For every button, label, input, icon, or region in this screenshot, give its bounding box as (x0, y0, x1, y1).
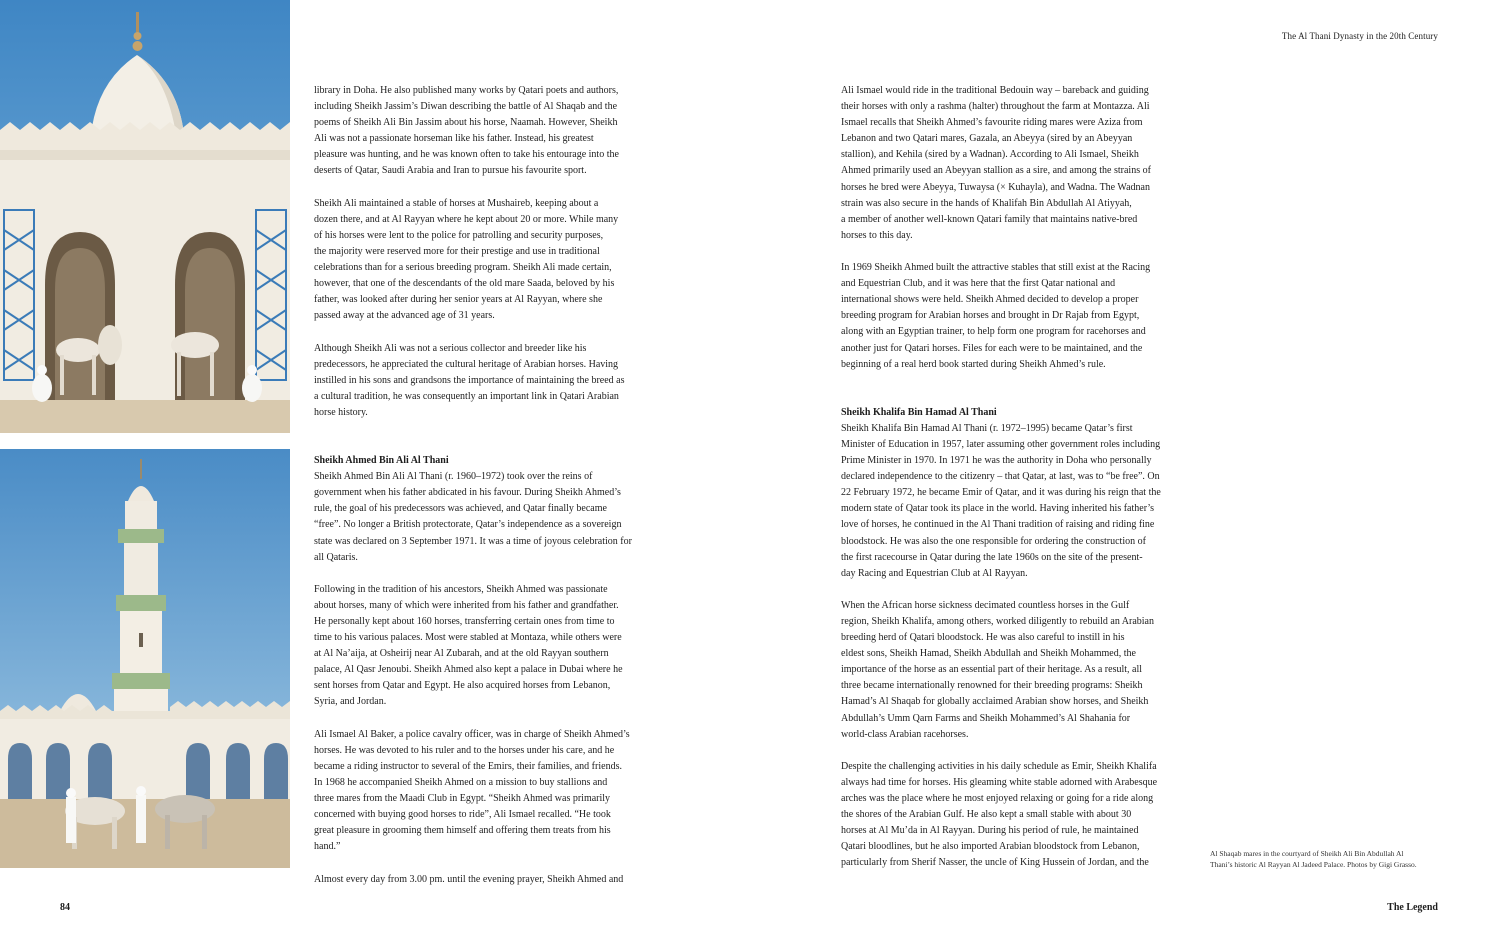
text-line: poems of Sheikh Ali Bin Jassim about his horse, Naamah. However, Sheikh (314, 117, 618, 129)
text-line: Ali Ismael would ride in the traditional Bedouin way – bareback and guiding (841, 85, 1149, 96)
text-line: declared independence to the citizenry – that Qatar, at last, was to “be free”. On (841, 471, 1160, 483)
text-line: hand.” (314, 841, 341, 853)
text-line: eldest sons, Sheikh Hamad, Sheikh Abdullah and Sheikh Mohammed, the (841, 648, 1136, 660)
caption-line: Al Shaqab mares in the courtyard of Sheikh Ali Bin Abdullah Al (1210, 849, 1404, 858)
text-line: passed away at the advanced age of 31 years. (314, 310, 495, 322)
left-paragraph-2 (314, 196, 660, 325)
section-heading-sheikh-khalifa: Sheikh Khalifa Bin Hamad Al Thani (841, 406, 997, 418)
text-line: stallion), and Kehila (sired by a Wadnan). According to Ali Ismael, Sheikh (841, 149, 1139, 161)
text-line: When the African horse sickness decimated countless horses in the Gulf (841, 599, 1130, 611)
text-line: three mares from the Maadi Club in Egypt. “Sheikh Ahmed was primarily (314, 793, 611, 805)
text-line: horse history. (314, 406, 368, 418)
text-line: Despite the challenging activities in his daily schedule as Emir, Sheikh Khalifa (841, 760, 1157, 772)
text-line: deserts of Qatar, Saudi Arabia and Iran to pursue his favourite sport. (314, 165, 587, 177)
text-line: Ismael recalls that Sheikh Ahmed’s favourite riding mares were Aziza from (841, 117, 1143, 129)
text-line: Almost every day from 3.00 pm. until the evening prayer, Sheikh Ahmed and (314, 873, 624, 885)
text-line: 22 February 1972, he became Emir of Qatar, and it was during his reign that the (841, 487, 1161, 499)
photo-arched-stable (0, 0, 290, 433)
text-line: love of horses, he continued in the Al Thani tradition of raising and riding fine (841, 519, 1155, 531)
text-line: importance of the horse as an essential part of their heritage. As a result, all (841, 664, 1143, 676)
text-line: Lebanon and two Qatari mares, Gazala, an Abeyya (sired by an Abeyyan (841, 133, 1133, 145)
text-line: Sheikh Ali maintained a stable of horses at Mushaireb, keeping about a (314, 197, 599, 209)
right-text-column (841, 83, 1189, 888)
text-line: Although Sheikh Ali was not a serious collector and breeder like his (314, 342, 587, 354)
text-line: great pleasure in grooming them himself and offering them treats from his (314, 825, 611, 837)
text-line: became a riding instructor to several of the Emirs, their families, and friends. (314, 760, 622, 772)
text-line: Sheikh Khalifa Bin Hamad Al Thani (r. 1972–1995) became Qatar’s first (841, 422, 1133, 434)
caption-line: Thani’s historic Al Rayyan Al Jadeed Palace. Photos by Gigi Grasso. (1210, 859, 1417, 869)
text-line: horses. He was devoted to his ruler and to the horses under his care, and he (314, 744, 615, 756)
text-line: the majority were reserved more for their prestige and use in traditional (314, 245, 600, 257)
text-line: international shows were held. Sheikh Ahmed decided to develop a proper (841, 294, 1139, 306)
text-line: rule, the goal of his predecessors was achieved, and Qatar finally became (314, 503, 607, 515)
text-line: Prime Minister in 1970. In 1971 he was the authority in Doha who personally (841, 455, 1152, 467)
text-line: Following in the tradition of his ancestors, Sheikh Ahmed was passionate (314, 583, 608, 595)
left-paragraph-7 (314, 872, 660, 888)
text-line: Sheikh Ahmed Bin Ali Al Thani (r. 1960–1972) took over the reins of (314, 471, 593, 483)
text-line: Qatari bloodlines, but he also imported Arabian bloodstock from Lebanon, (841, 841, 1140, 853)
text-line: dozen there, and at Al Rayyan where he kept about 20 or more. While many (314, 213, 619, 225)
left-paragraph-3 (314, 341, 660, 421)
text-line: and Equestrian Club, and it was here that the first Qatar national and (841, 278, 1116, 290)
text-line: pleasure was hunting, and he was known often to take his entourage into the (314, 149, 619, 161)
text-line: In 1969 Sheikh Ahmed built the attractive stables that still exist at the Racing (841, 262, 1151, 274)
minaret-illustration (0, 449, 290, 868)
right-paragraph-3 (841, 421, 1189, 582)
text-line: Ali was not a passionate horseman like his father. Instead, his greatest (314, 133, 594, 145)
text-line: Hamad’s Al Shaqab for globally acclaimed Arabian show horses, and Sheikh (841, 696, 1149, 708)
text-line: along with an Egyptian trainer, to help form one program for racehorses and (841, 326, 1146, 338)
left-paragraph-4 (314, 469, 660, 566)
text-line: In 1968 he accompanied Sheikh Ahmed on a mission to buy stallions and (314, 776, 608, 788)
text-line: however, that one of the descendants of the old mare Saada, beloved by his (314, 278, 615, 290)
text-line: beginning of a real herd book started during Sheikh Ahmed’s rule. (841, 358, 1106, 370)
text-line: celebrations than for a serious breeding program. Sheikh Ali made certain, (314, 262, 612, 274)
text-line: predecessors, he appreciated the cultural heritage of Arabian horses. Having (314, 358, 619, 370)
right-paragraph-5 (841, 759, 1189, 872)
text-line: horses at Al Mu’da in Al Rayyan. During his period of rule, he maintained (841, 825, 1139, 837)
text-line: of his horses were lent to the police for patrolling and security purposes, (314, 229, 604, 241)
text-line: another just for Qatari horses. Files for each were to be maintained, and the (841, 342, 1143, 354)
text-line: bloodstock. He was also the one responsible for ordering the construction of (841, 535, 1146, 547)
text-line: Abdullah’s Umm Qarn Farms and Sheikh Mohammed’s Al Shahania for (841, 712, 1131, 724)
text-line: their horses with only a rashma (halter) throughout the farm at Montazza. Ali (841, 101, 1150, 113)
left-paragraph-5 (314, 582, 660, 711)
text-line: arches was the place where he most enjoyed relaxing or going for a ride along (841, 793, 1154, 805)
text-line: “free”. No longer a British protectorate, Qatar’s independence as a sovereign (314, 519, 622, 531)
text-line: Ahmed primarily used an Abeyyan stallion as a sire, and among the strains of (841, 165, 1151, 177)
right-paragraph-1 (841, 83, 1189, 244)
photo-minaret-courtyard (0, 449, 290, 868)
text-line: strain was also secure in the hands of Khalifah Bin Abdullah Al Atiyyah, (841, 197, 1132, 209)
page-number: 84 (60, 902, 70, 913)
text-line: state was declared on 3 September 1971. It was a time of joyous celebration for (314, 535, 632, 547)
text-line: about horses, many of which were inherited from his father and grandfather. (314, 599, 619, 611)
left-paragraph-6 (314, 727, 660, 856)
text-line: including Sheikh Jassim’s Diwan describing the battle of Al Shaqab and the (314, 101, 618, 113)
stable-illustration (0, 0, 290, 433)
text-line: instilled in his sons and grandsons the importance of maintaining the breed as (314, 374, 625, 386)
text-line: Ali Ismael Al Baker, a police cavalry officer, was in charge of Sheikh Ahmed’s (314, 728, 630, 740)
text-line: library in Doha. He also published many works by Qatari poets and authors, (314, 85, 619, 96)
text-line: time to his various palaces. Most were stabled at Montaza, while others were (314, 632, 622, 644)
text-line: father, was looked after during her senior years at Al Rayyan, where she (314, 294, 603, 306)
text-line: Syria, and Jordan. (314, 696, 387, 708)
text-line: a member of another well-known Qatari family that maintains native-bred (841, 213, 1138, 225)
text-line: particularly from Sherif Nasser, the uncle of King Hussein of Jordan, and the (841, 857, 1149, 869)
right-paragraph-2 (841, 260, 1189, 373)
text-line: always had time for horses. His gleaming white stable adorned with Arabesque (841, 776, 1158, 788)
text-line: horses he bred were Abeyya, Tuwaysa (× Kuhayla), and Wadna. The Wadnan (841, 181, 1150, 193)
text-line: He personally kept about 160 horses, transferring certain ones from time to (314, 616, 615, 627)
running-head: The Al Thani Dynasty in the 20th Century (1281, 31, 1438, 41)
text-line: the shores of the Arabian Gulf. He also kept a small stable with about 30 (841, 809, 1132, 821)
text-line: a cultural tradition, he was consequently an important link in Qatari Arabian (314, 390, 619, 402)
text-line: concerned with buying good horses to ride”, Ali Ismael recalled. “He took (314, 809, 611, 821)
text-line: breeding herd of Qatari bloodstock. He was also careful to instill in his (841, 632, 1125, 644)
book-title-footer: The Legend (1387, 902, 1438, 913)
text-line: region, Sheikh Khalifa, among others, worked diligently to rebuild an Arabian (841, 616, 1154, 627)
text-line: horses to this day. (841, 229, 913, 241)
photo-caption (1210, 849, 1450, 870)
text-line: all Qataris. (314, 551, 358, 563)
text-line: government when his father abdicated in his favour. During Sheikh Ahmed’s (314, 487, 621, 499)
text-line: world-class Arabian racehorses. (841, 728, 969, 740)
section-heading-sheikh-ahmed: Sheikh Ahmed Bin Ali Al Thani (314, 455, 449, 467)
left-text-column (314, 83, 660, 904)
text-line: breeding program for Arabian horses and brought in Dr Rajab from Egypt, (841, 310, 1140, 322)
text-line: modern state of Qatar took its place in the world. Having inherited his father’s (841, 503, 1155, 515)
text-line: the first racecourse in Qatar during the late 1960s on the site of the present- (841, 551, 1143, 563)
text-line: Minister of Education in 1957, later assuming other government roles including (841, 438, 1161, 450)
text-line: day Racing and Equestrian Club at Al Rayyan. (841, 567, 1028, 579)
right-paragraph-4 (841, 598, 1189, 743)
text-line: sent horses from Qatar and Egypt. He also acquired horses from Lebanon, (314, 680, 611, 692)
text-line: at Al Na’aija, at Osheirij near Al Zubarah, and at the old Rayyan southern (314, 648, 609, 660)
left-paragraph-1 (314, 83, 660, 180)
text-line: palace, Al Qasr Jenoubi. Sheikh Ahmed also kept a palace in Dubai where he (314, 664, 623, 676)
text-line: three became internationally renowned for their breeding programs: Sheikh (841, 680, 1143, 692)
